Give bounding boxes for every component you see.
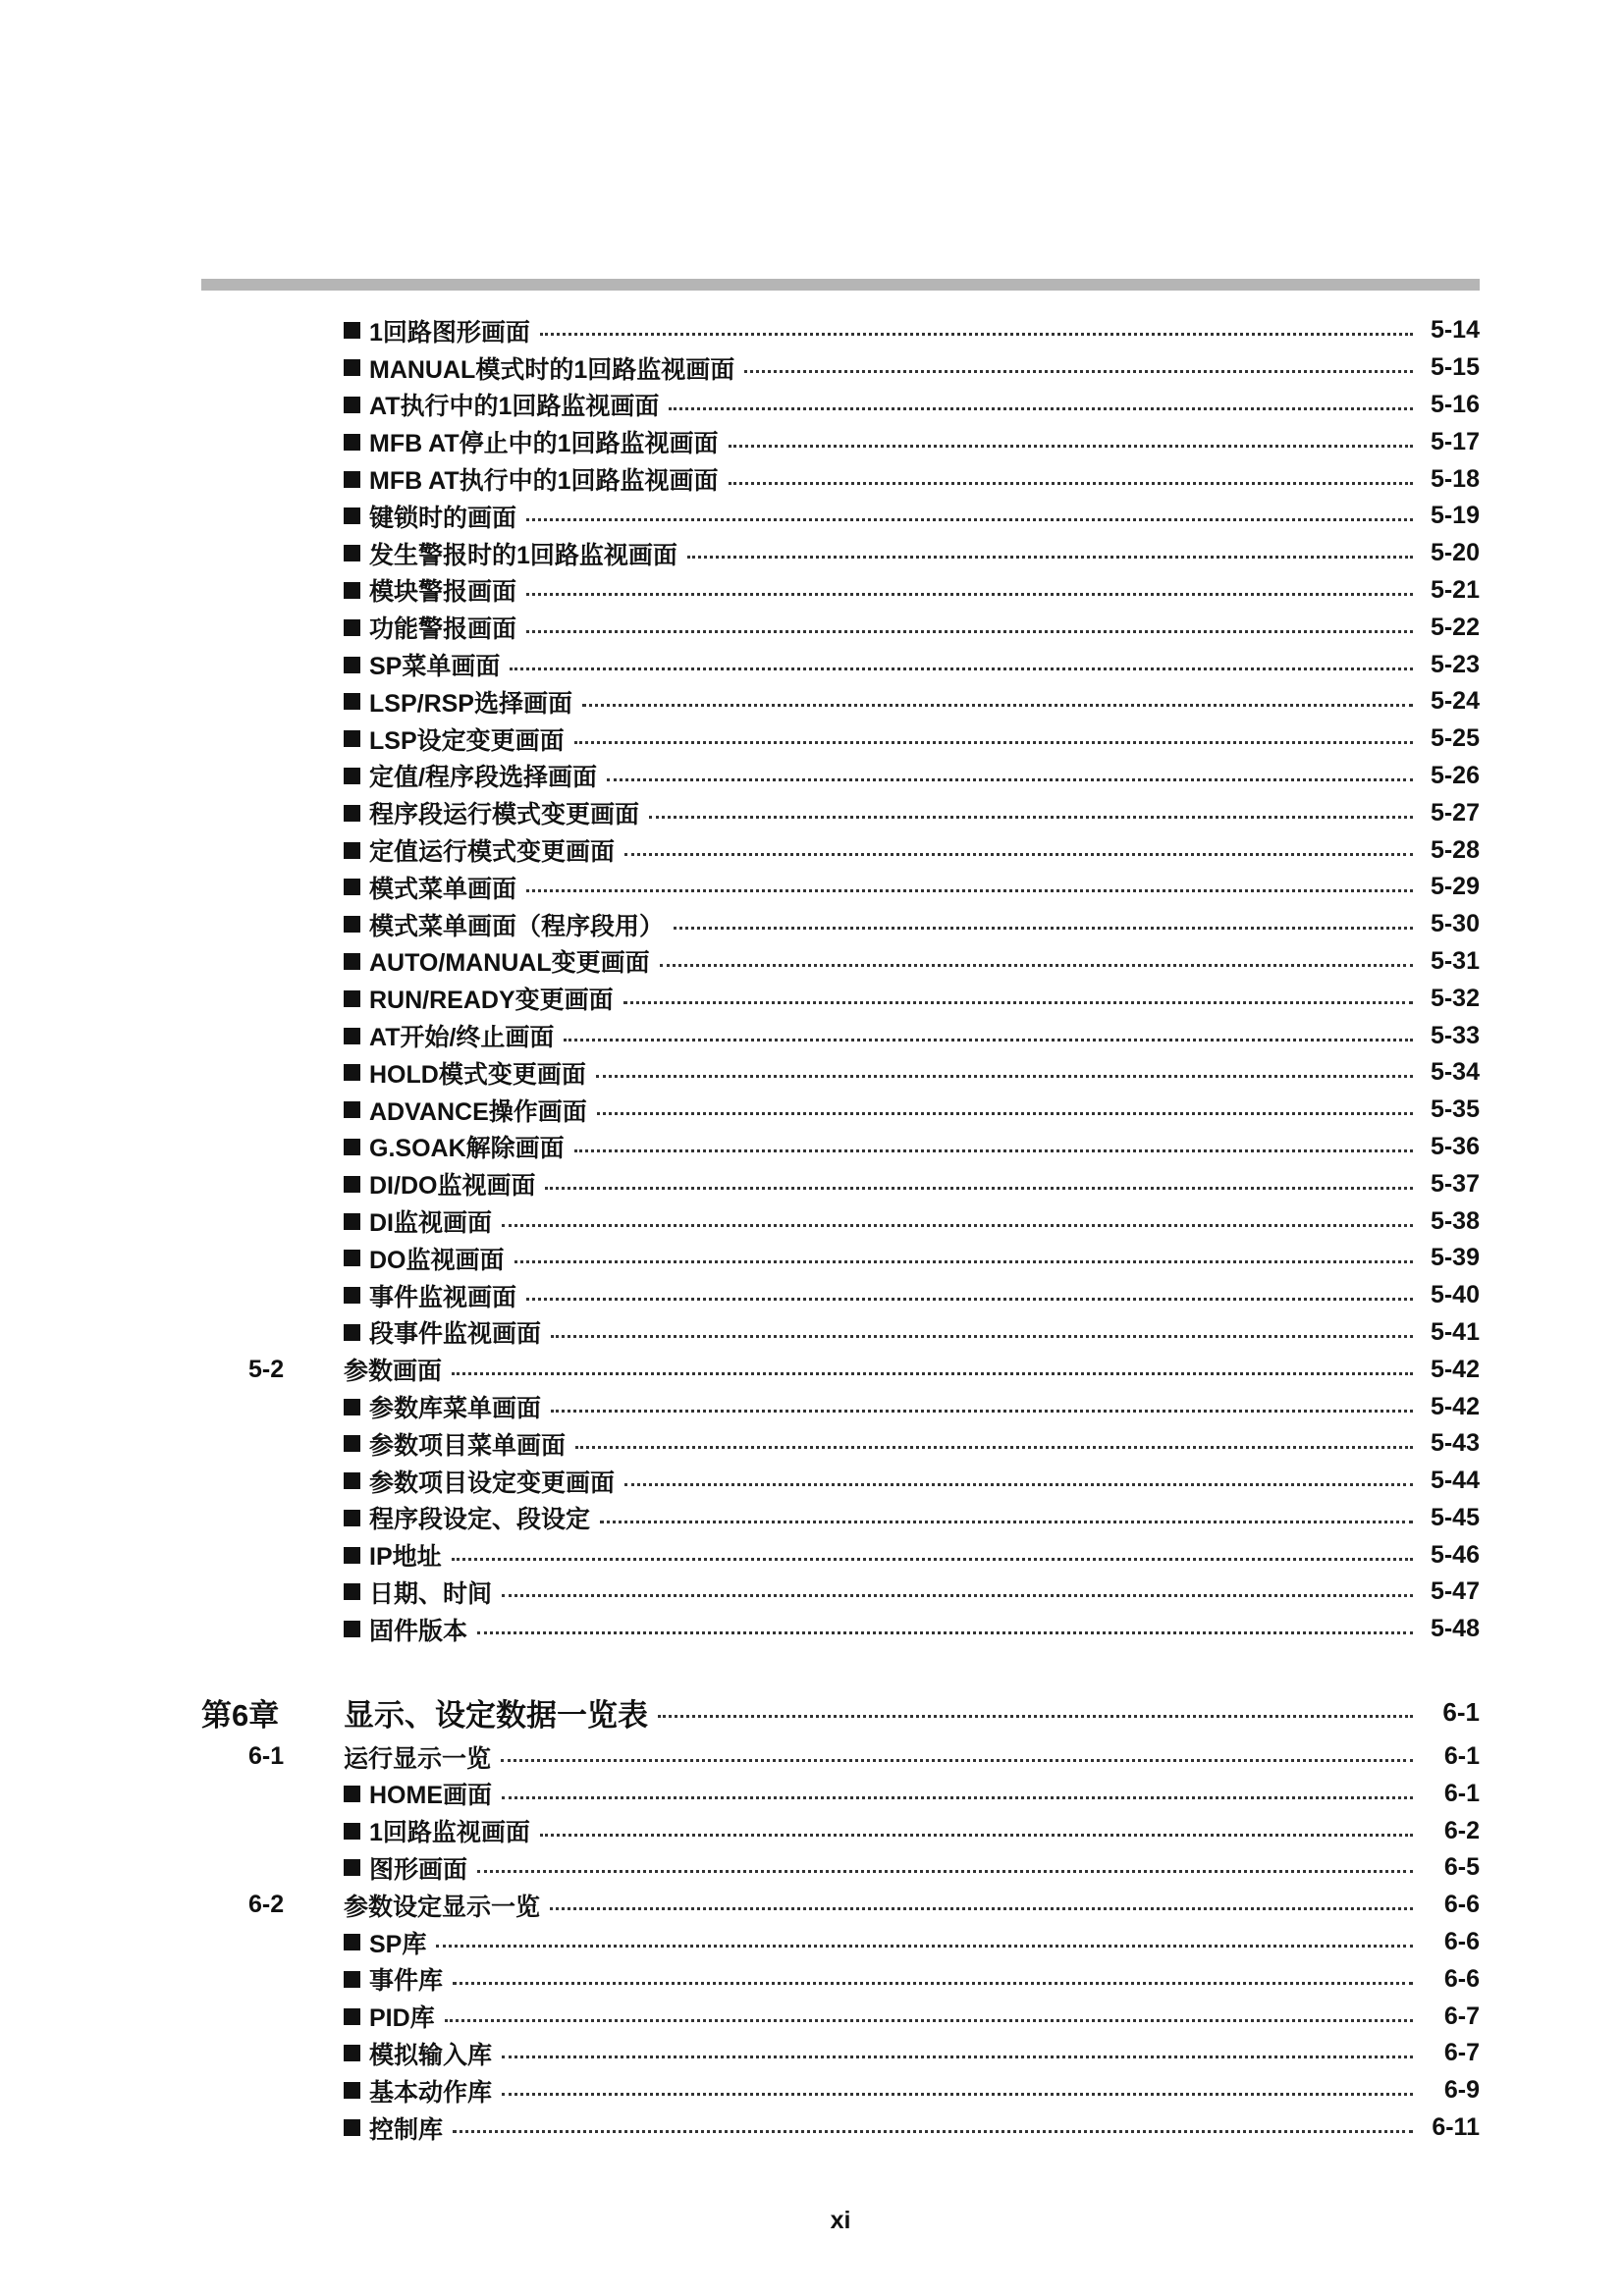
square-bullet-icon — [344, 842, 360, 859]
square-bullet-icon — [344, 693, 360, 710]
toc-sub-row[interactable] — [201, 1611, 1480, 1648]
dot-leader — [624, 853, 1413, 856]
toc-page-number[interactable]: 5-24 — [1430, 687, 1480, 716]
toc-entry-title[interactable]: 参数项目菜单画面 — [369, 1431, 567, 1460]
toc-entry-title[interactable]: SP菜单画面 — [369, 653, 501, 681]
dot-leader — [545, 1187, 1413, 1190]
dot-leader — [551, 1335, 1413, 1338]
toc-entry — [344, 350, 1480, 386]
square-bullet-icon — [344, 1250, 360, 1266]
toc-page-number[interactable]: 5-30 — [1430, 910, 1480, 938]
dot-leader — [582, 704, 1413, 707]
toc-sub-row[interactable] — [201, 1092, 1480, 1129]
dot-leader — [551, 1410, 1413, 1413]
dot-leader — [687, 556, 1413, 559]
toc-page-number[interactable]: 5-18 — [1430, 464, 1480, 493]
toc-page-number[interactable]: 5-47 — [1430, 1577, 1480, 1606]
toc-entry — [344, 2036, 1480, 2071]
toc-page-number[interactable]: 5-48 — [1430, 1615, 1480, 1643]
toc-entry-title[interactable]: 控制库 — [369, 2115, 444, 2144]
toc-page-number[interactable]: 5-31 — [1430, 946, 1480, 975]
toc-entry — [344, 684, 1480, 720]
toc-entry — [344, 2110, 1480, 2146]
toc-entry-title[interactable]: 功能警报画面 — [369, 615, 517, 644]
toc-sub-row[interactable] — [201, 1314, 1480, 1352]
page-number: xi — [830, 2207, 851, 2234]
square-bullet-icon — [344, 1176, 360, 1193]
toc-entry — [344, 870, 1480, 905]
toc-sub-row[interactable] — [201, 1574, 1480, 1611]
toc-sub-row[interactable] — [201, 1812, 1480, 1849]
dot-leader — [526, 1298, 1413, 1301]
toc-entry — [344, 1426, 1480, 1462]
toc-section-row[interactable] — [201, 1738, 1480, 1776]
toc-entry-title[interactable]: 程序段设定、段设定 — [369, 1506, 591, 1534]
toc-page-number[interactable]: 6-6 — [1443, 1891, 1480, 1919]
toc-entry-title[interactable]: 运行显示一览 — [344, 1744, 492, 1773]
dot-leader — [526, 593, 1413, 596]
toc-page-number[interactable]: 6-5 — [1443, 1853, 1480, 1882]
dot-leader — [540, 333, 1413, 336]
dot-leader — [453, 2130, 1413, 2133]
toc-page-number[interactable]: 5-46 — [1430, 1540, 1480, 1569]
toc-entry-title[interactable]: MFB AT停止中的1回路监视画面 — [369, 430, 719, 458]
toc-entry-title[interactable]: LSP设定变更画面 — [369, 726, 565, 755]
square-bullet-icon — [344, 2119, 360, 2136]
toc-sub-row[interactable] — [201, 721, 1480, 758]
toc-page-number[interactable]: 6-7 — [1443, 2002, 1480, 2030]
square-bullet-icon — [344, 916, 360, 933]
toc-entry-title[interactable]: 模块警报画面 — [369, 578, 517, 607]
toc-entry-title[interactable]: LSP/RSP选择画面 — [369, 689, 572, 718]
toc-entry — [344, 1537, 1480, 1573]
toc-entry — [344, 981, 1480, 1016]
dot-leader — [597, 1112, 1413, 1115]
dot-leader — [574, 1149, 1413, 1152]
toc-sub-row[interactable] — [201, 423, 1480, 460]
toc-entry-title[interactable]: AT开始/终止画面 — [369, 1024, 555, 1052]
toc-entry — [344, 1241, 1480, 1276]
toc-entry — [344, 572, 1480, 608]
toc-page-number[interactable]: 5-42 — [1430, 1392, 1480, 1420]
toc-sub-row[interactable] — [201, 980, 1480, 1017]
square-bullet-icon — [344, 1324, 360, 1341]
square-bullet-icon — [344, 1435, 360, 1452]
toc-page-number[interactable]: 5-22 — [1430, 613, 1480, 641]
square-bullet-icon — [344, 1547, 360, 1564]
toc-entry — [344, 1129, 1480, 1164]
toc-page-number[interactable]: 5-29 — [1430, 873, 1480, 901]
dot-leader — [502, 2056, 1413, 2058]
toc-sub-row[interactable] — [201, 1849, 1480, 1887]
toc-sub-row[interactable] — [201, 609, 1480, 646]
square-bullet-icon — [344, 953, 360, 970]
toc-entry-title[interactable]: ADVANCE操作画面 — [369, 1097, 587, 1126]
dot-leader — [452, 1372, 1413, 1375]
toc-entry — [344, 313, 1480, 348]
square-bullet-icon — [344, 1472, 360, 1489]
toc-sub-row[interactable] — [201, 869, 1480, 906]
toc-entry — [344, 610, 1480, 645]
square-bullet-icon — [344, 471, 360, 488]
dot-leader — [502, 1796, 1413, 1799]
toc-entry — [344, 721, 1480, 757]
dot-leader — [445, 2019, 1413, 2022]
dot-leader — [452, 1558, 1413, 1561]
toc-sub-row[interactable] — [201, 1536, 1480, 1574]
toc-sub-row[interactable] — [201, 1240, 1480, 1277]
toc-sub-row[interactable] — [201, 2072, 1480, 2109]
toc-entry-title[interactable]: 参数设定显示一览 — [344, 1893, 541, 1921]
dot-leader — [674, 927, 1413, 930]
toc-entry — [344, 1690, 1480, 1735]
toc-entry-title[interactable]: DI监视画面 — [369, 1209, 493, 1238]
dot-leader — [510, 667, 1413, 670]
toc-page-number[interactable]: 5-19 — [1430, 502, 1480, 530]
toc-sub-row[interactable] — [201, 312, 1480, 349]
toc-page-number[interactable]: 5-15 — [1430, 353, 1480, 382]
toc-sub-row[interactable] — [201, 2109, 1480, 2147]
toc-page-number[interactable]: 6-1 — [1443, 1742, 1480, 1771]
toc-sub-row[interactable] — [201, 349, 1480, 387]
toc-page-number[interactable]: 5-40 — [1430, 1281, 1480, 1309]
square-bullet-icon — [344, 322, 360, 339]
square-bullet-icon — [344, 1859, 360, 1876]
toc-entry-title[interactable]: AT执行中的1回路监视画面 — [369, 393, 660, 421]
dot-leader — [501, 1759, 1413, 1762]
toc-page-number[interactable]: 6-7 — [1443, 2039, 1480, 2067]
toc-entry — [344, 1278, 1480, 1313]
toc-entry-title[interactable]: PID库 — [369, 2004, 435, 2033]
toc-entry-title[interactable]: 发生警报时的1回路监视画面 — [369, 541, 677, 569]
square-bullet-icon — [344, 545, 360, 561]
toc-page-number[interactable]: 6-2 — [1443, 1816, 1480, 1844]
toc-sub-row[interactable] — [201, 1500, 1480, 1537]
square-bullet-icon — [344, 1287, 360, 1304]
toc-entry — [344, 1850, 1480, 1886]
square-bullet-icon — [344, 397, 360, 413]
toc-entry-title[interactable]: DI/DO监视画面 — [369, 1172, 536, 1201]
toc-entry — [344, 758, 1480, 793]
toc-entry — [344, 1925, 1480, 1960]
toc-entry-title[interactable]: 基本动作库 — [369, 2078, 493, 2107]
dot-leader — [502, 1594, 1413, 1597]
square-bullet-icon — [344, 1510, 360, 1526]
square-bullet-icon — [344, 2082, 360, 2099]
toc-sub-row[interactable] — [201, 2035, 1480, 2072]
dot-leader — [729, 482, 1413, 485]
square-bullet-icon — [344, 1823, 360, 1840]
toc-page-number[interactable]: 6-9 — [1443, 2076, 1480, 2105]
toc-entry-title[interactable]: 1回路监视画面 — [369, 1819, 530, 1847]
toc-page-number[interactable]: 5-17 — [1430, 427, 1480, 455]
toc-chapter-row[interactable] — [201, 1687, 1480, 1738]
dot-leader — [660, 964, 1413, 967]
toc-entry — [344, 943, 1480, 979]
dot-leader — [596, 1075, 1413, 1078]
toc-sub-row[interactable] — [201, 758, 1480, 795]
square-bullet-icon — [344, 730, 360, 747]
toc-section-row[interactable] — [201, 1351, 1480, 1388]
toc-entry — [344, 1813, 1480, 1848]
dot-leader — [502, 1224, 1413, 1227]
toc-entry — [344, 387, 1480, 422]
toc-sub-row[interactable] — [201, 460, 1480, 498]
toc-entry — [344, 1999, 1480, 2034]
toc-sub-row[interactable] — [201, 943, 1480, 981]
toc-page-number[interactable]: 5-32 — [1430, 984, 1480, 1012]
toc-entry — [344, 795, 1480, 830]
toc-entry — [344, 907, 1480, 942]
dot-leader — [526, 518, 1413, 521]
toc-entry — [344, 1500, 1480, 1535]
toc-entry-title[interactable]: RUN/READY变更画面 — [369, 987, 614, 1015]
toc-entry-title[interactable]: 模拟输入库 — [369, 2041, 493, 2069]
toc-page-number[interactable]: 5-20 — [1430, 539, 1480, 567]
toc-sub-row[interactable] — [201, 1775, 1480, 1812]
toc-entry-title[interactable]: HOME画面 — [369, 1782, 493, 1810]
toc-entry-title[interactable]: 参数画面 — [344, 1358, 443, 1386]
square-bullet-icon — [344, 619, 360, 636]
toc-entry-title[interactable]: 定值/程序段选择画面 — [369, 764, 597, 792]
toc-page-number[interactable]: 5-37 — [1430, 1169, 1480, 1198]
toc-entry — [344, 1575, 1480, 1610]
toc-entry-title[interactable]: 程序段运行模式变更画面 — [369, 801, 640, 829]
toc-sub-row[interactable] — [201, 1054, 1480, 1092]
dot-leader — [575, 1446, 1413, 1449]
toc-sub-row[interactable] — [201, 683, 1480, 721]
toc-entry — [344, 647, 1480, 682]
toc-entry — [344, 1203, 1480, 1239]
toc-page-number[interactable]: 5-16 — [1430, 390, 1480, 418]
dot-leader — [540, 1834, 1413, 1837]
toc-entry-title[interactable]: MFB AT执行中的1回路监视画面 — [369, 467, 719, 496]
toc-page-number[interactable]: 6-1 — [1442, 1697, 1480, 1728]
dot-leader — [669, 407, 1413, 410]
toc-entry-title[interactable]: 事件监视画面 — [369, 1283, 517, 1311]
toc-sub-row[interactable] — [201, 1425, 1480, 1463]
toc-entry-title[interactable]: 模式菜单画面 — [369, 875, 517, 903]
toc-entry-title[interactable]: MANUAL模式时的1回路监视画面 — [369, 355, 735, 384]
toc-page-number[interactable]: 5-28 — [1430, 835, 1480, 864]
toc-entry-title[interactable]: G.SOAK解除画面 — [369, 1135, 565, 1163]
square-bullet-icon — [344, 805, 360, 822]
toc-entry — [344, 1389, 1480, 1424]
toc-entry-title[interactable]: IP地址 — [369, 1543, 442, 1572]
section-number: 6-1 — [248, 1742, 285, 1771]
toc-sub-row[interactable] — [201, 1924, 1480, 1961]
toc-entry-title[interactable]: AUTO/MANUAL变更画面 — [369, 949, 650, 978]
square-bullet-icon — [344, 1101, 360, 1118]
toc-page-number[interactable]: 5-44 — [1430, 1467, 1480, 1495]
dot-leader — [502, 2093, 1413, 2096]
header-rule — [201, 279, 1480, 291]
toc-entry — [344, 1018, 1480, 1053]
square-bullet-icon — [344, 1786, 360, 1802]
toc-entry-title[interactable]: 日期、时间 — [369, 1579, 493, 1608]
dot-leader — [477, 1870, 1413, 1873]
square-bullet-icon — [344, 507, 360, 524]
toc-page-number[interactable]: 6-6 — [1443, 1928, 1480, 1956]
toc-entry-title[interactable]: 参数项目设定变更画面 — [369, 1468, 616, 1497]
toc-entry-title[interactable]: 固件版本 — [369, 1617, 468, 1645]
square-bullet-icon — [344, 879, 360, 895]
toc-page-number[interactable]: 5-36 — [1430, 1132, 1480, 1160]
toc-entry — [344, 1739, 1480, 1775]
toc-sub-row[interactable] — [201, 646, 1480, 683]
dot-leader — [564, 1039, 1413, 1041]
toc-page-number[interactable]: 5-25 — [1430, 724, 1480, 753]
toc-entry — [344, 1612, 1480, 1647]
toc-entry-title[interactable]: HOLD模式变更画面 — [369, 1060, 586, 1089]
dot-leader — [607, 778, 1413, 781]
toc-entry — [344, 536, 1480, 571]
toc-sub-row[interactable] — [201, 831, 1480, 869]
toc-entry — [344, 1888, 1480, 1923]
toc-sub-row[interactable] — [201, 1388, 1480, 1425]
dot-leader — [526, 889, 1413, 892]
square-bullet-icon — [344, 990, 360, 1007]
chapter-number: 第6章 — [201, 1698, 280, 1734]
toc-entry-title[interactable]: 图形画面 — [369, 1855, 468, 1884]
toc-page-number[interactable]: 5-38 — [1430, 1206, 1480, 1235]
toc-sub-row[interactable] — [201, 1129, 1480, 1166]
toc-entry-title[interactable]: SP库 — [369, 1930, 427, 1958]
dot-leader — [600, 1521, 1413, 1523]
toc-entry — [344, 1166, 1480, 1201]
toc-sub-row[interactable] — [201, 1202, 1480, 1240]
section-number: 5-2 — [248, 1355, 285, 1383]
square-bullet-icon — [344, 2008, 360, 2025]
toc-entry-title[interactable]: 事件库 — [369, 1967, 444, 1996]
dot-leader — [550, 1907, 1413, 1910]
dot-leader — [624, 1483, 1413, 1486]
square-bullet-icon — [344, 657, 360, 673]
toc-page-number[interactable]: 5-33 — [1430, 1021, 1480, 1049]
square-bullet-icon — [344, 1934, 360, 1950]
square-bullet-icon — [344, 768, 360, 784]
toc-sub-row[interactable] — [201, 498, 1480, 535]
toc-entry-title[interactable]: 显示、设定数据一览表 — [344, 1698, 648, 1734]
toc-page-number[interactable]: 5-26 — [1430, 761, 1480, 789]
toc-sub-row[interactable] — [201, 387, 1480, 424]
toc-entry — [344, 424, 1480, 459]
dot-leader — [526, 630, 1413, 633]
toc-entry — [344, 2073, 1480, 2109]
square-bullet-icon — [344, 582, 360, 599]
dot-leader — [436, 1945, 1413, 1948]
square-bullet-icon — [344, 1621, 360, 1637]
toc-entry — [344, 1464, 1480, 1499]
toc-sub-row[interactable] — [201, 1017, 1480, 1054]
square-bullet-icon — [344, 1971, 360, 1988]
square-bullet-icon — [344, 1139, 360, 1155]
toc-entry — [344, 461, 1480, 497]
toc-entry-title[interactable]: 定值运行模式变更画面 — [369, 838, 616, 867]
dot-leader — [514, 1260, 1413, 1263]
toc-entry-title[interactable]: 1回路图形画面 — [369, 318, 530, 347]
toc-entry — [344, 1961, 1480, 1997]
toc-entry — [344, 1055, 1480, 1091]
toc-page-number[interactable]: 6-1 — [1443, 1779, 1480, 1807]
dot-leader — [649, 816, 1413, 819]
toc-sub-row[interactable] — [201, 1998, 1480, 2035]
dot-leader — [477, 1631, 1413, 1634]
toc-page-number[interactable]: 6-6 — [1443, 1964, 1480, 1993]
square-bullet-icon — [344, 434, 360, 451]
toc-section-row[interactable] — [201, 1887, 1480, 1924]
toc-sub-row[interactable] — [201, 572, 1480, 610]
square-bullet-icon — [344, 1213, 360, 1230]
square-bullet-icon — [344, 1583, 360, 1600]
dot-leader — [574, 741, 1413, 744]
toc-entry — [344, 832, 1480, 868]
square-bullet-icon — [344, 1028, 360, 1044]
toc-page-number[interactable]: 6-11 — [1432, 2113, 1480, 2142]
toc-entry — [344, 1776, 1480, 1811]
dot-leader — [744, 370, 1413, 373]
toc-entry-title[interactable]: 段事件监视画面 — [369, 1320, 542, 1349]
toc-gap — [201, 1648, 1480, 1687]
toc-page-number[interactable]: 5-39 — [1430, 1244, 1480, 1272]
toc-page-number[interactable]: 5-43 — [1430, 1429, 1480, 1458]
toc-page-number[interactable]: 5-27 — [1430, 798, 1480, 827]
toc-page-number[interactable]: 5-35 — [1430, 1095, 1480, 1124]
dot-leader — [453, 1982, 1413, 1985]
toc-sub-row[interactable] — [201, 1277, 1480, 1314]
toc-entry — [344, 499, 1480, 534]
toc-sub-row[interactable] — [201, 1463, 1480, 1500]
square-bullet-icon — [344, 2045, 360, 2061]
toc-entry — [344, 1093, 1480, 1128]
table-of-contents — [201, 312, 1480, 2146]
toc-sub-row[interactable] — [201, 794, 1480, 831]
toc-entry — [344, 1314, 1480, 1350]
toc-page-number[interactable]: 5-42 — [1430, 1355, 1480, 1383]
toc-page-number[interactable]: 5-34 — [1430, 1058, 1480, 1087]
toc-entry-title[interactable]: 参数库菜单画面 — [369, 1395, 542, 1422]
square-bullet-icon — [344, 1064, 360, 1081]
dot-leader — [658, 1715, 1413, 1718]
dot-leader — [729, 445, 1413, 448]
dot-leader — [623, 1001, 1413, 1004]
toc-page-number[interactable]: 5-21 — [1430, 575, 1480, 604]
toc-sub-row[interactable] — [201, 1165, 1480, 1202]
section-number: 6-2 — [248, 1891, 285, 1919]
toc-page-number[interactable]: 5-23 — [1430, 650, 1480, 678]
toc-entry-title[interactable]: 键锁时的画面 — [369, 504, 517, 532]
toc-sub-row[interactable] — [201, 906, 1480, 943]
square-bullet-icon — [344, 359, 360, 376]
toc-page-number[interactable]: 5-14 — [1430, 316, 1480, 345]
toc-page-number[interactable]: 5-41 — [1430, 1317, 1480, 1346]
toc-page-number[interactable]: 5-45 — [1430, 1503, 1480, 1531]
toc-entry — [344, 1352, 1480, 1387]
square-bullet-icon — [344, 1399, 360, 1415]
toc-sub-row[interactable] — [201, 535, 1480, 572]
toc-sub-row[interactable] — [201, 1960, 1480, 1998]
toc-entry-title[interactable]: DO监视画面 — [369, 1246, 505, 1274]
toc-entry-title[interactable]: 模式菜单画面（程序段用） — [369, 912, 665, 940]
